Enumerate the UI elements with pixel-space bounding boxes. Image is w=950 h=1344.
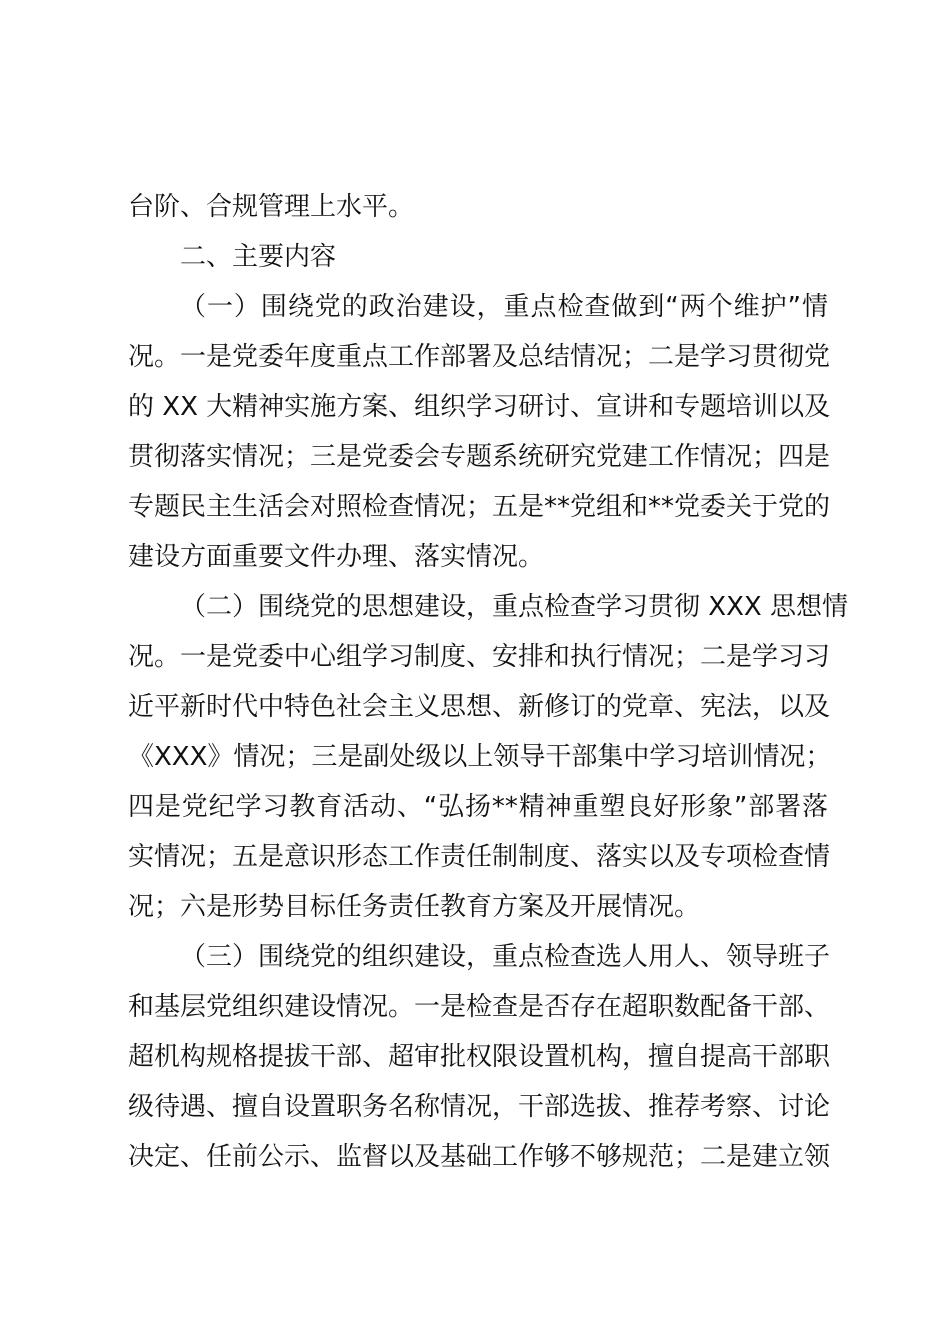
text-line: 况。一是党委中心组学习制度、安排和执行情况；二是学习习: [128, 642, 831, 672]
text-line: 四是党纪学习教育活动、“弘扬**精神重塑良好形象”部署落: [128, 792, 828, 822]
text-line: 况；六是形势目标任务责任教育方案及开展情况。: [128, 892, 701, 922]
text-line: （二）围绕党的思想建设，重点检查学习贯彻 XXX 思想情: [180, 592, 848, 622]
text-line: 实情况；五是意识形态工作责任制制度、落实以及专项检查情: [128, 842, 831, 872]
text-line: 况。一是党委年度重点工作部署及总结情况；二是学习贯彻党: [128, 342, 831, 372]
text-line: 决定、任前公示、监督以及基础工作够不够规范；二是建立领: [128, 1142, 831, 1172]
section-heading: 二、主要内容: [180, 242, 337, 272]
text-line: 台阶、合规管理上水平。: [128, 192, 415, 222]
text-line: （三）围绕党的组织建设，重点检查选人用人、领导班子: [180, 942, 831, 972]
text-line: 专题民主生活会对照检查情况；五是**党组和**党委关于党的: [128, 492, 831, 522]
text-line: 《XXX》情况；三是副处级以上领导干部集中学习培训情况；: [128, 742, 832, 772]
text-line: （一）围绕党的政治建设，重点检查做到“两个维护”情: [180, 292, 828, 322]
text-line: 贯彻落实情况；三是党委会专题系统研究党建工作情况；四是: [128, 442, 831, 472]
text-line: 级待遇、擅自设置职务名称情况，干部选拔、推荐考察、讨论: [128, 1092, 831, 1122]
text-line: 超机构规格提拔干部、超审批权限设置机构，擅自提高干部职: [128, 1042, 831, 1072]
text-line: 近平新时代中特色社会主义思想、新修订的党章、宪法，以及: [128, 692, 831, 722]
text-line: 建设方面重要文件办理、落实情况。: [128, 542, 545, 572]
text-line: 的 XX 大精神实施方案、组织学习研讨、宣讲和专题培训以及: [128, 392, 831, 422]
text-line: 和基层党组织建设情况。一是检查是否存在超职数配备干部、: [128, 992, 831, 1022]
